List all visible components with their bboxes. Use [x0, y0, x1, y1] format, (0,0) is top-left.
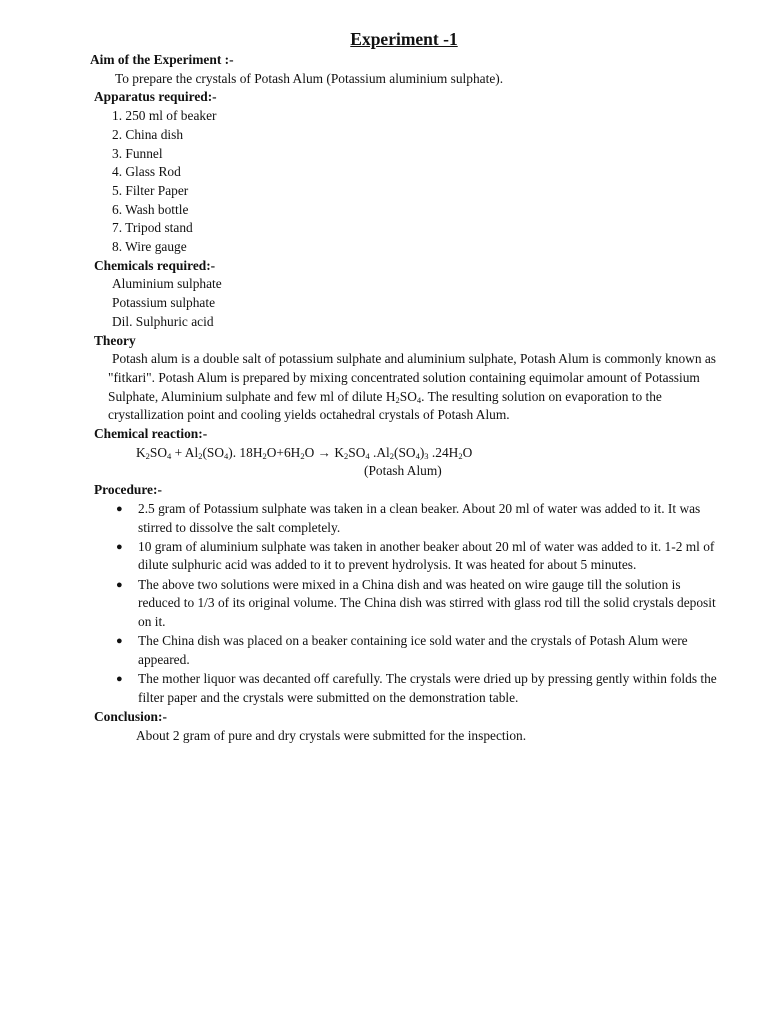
chemical-item: Potassium sulphate	[112, 295, 216, 311]
apparatus-item: 5. Filter Paper	[112, 182, 189, 198]
procedure-heading: Procedure:-	[94, 482, 162, 498]
theory-heading: Theory	[94, 332, 136, 348]
apparatus-item: 8. Wire gauge	[112, 239, 187, 255]
aim-heading: Aim of the Experiment :-	[90, 52, 234, 67]
conclusion-heading: Conclusion:-	[94, 709, 167, 725]
bullet-icon: ●	[116, 635, 123, 648]
procedure-step: ● 2.5 gram of Potassium sulphate was taken in a clean beaker. About 20 ml of water was added to it. It was stirred to dissolve the salt completely.	[116, 500, 701, 535]
chemical-item: Dil. Sulphuric acid	[112, 313, 214, 329]
apparatus-item: 7. Tripod stand	[112, 220, 193, 236]
apparatus-list	[0, 107, 768, 257]
bullet-icon: ●	[116, 540, 123, 553]
document-body	[0, 51, 768, 746]
apparatus-item: 3. Funnel	[112, 145, 163, 161]
reaction-product-note: (Potash Alum)	[364, 463, 442, 479]
chemicals-list	[0, 275, 768, 331]
apparatus-heading: Apparatus required:-	[94, 89, 217, 105]
reaction-equation: $K_2SO_4 + Al_2(SO_4)$. $18H_2O+6H_2O \to K_2SO_4$ $.Al_2(SO_4)_3$ $.24H_2O$	[136, 444, 473, 461]
procedure-list	[0, 500, 768, 708]
procedure-step: ● 10 gram of aluminium sulphate was taken in another beaker about 20 ml of water was added to it. 1-2 ml of dilute sulphuric acid was added to it to prevent hydrolysis. It was heated for about 5 minutes.	[116, 538, 715, 573]
chemicals-heading: Chemicals required:-	[94, 257, 216, 273]
procedure-step: ● The China dish was placed on a beaker containing ice sold water and the crystals of Potash Alum were appeared.	[116, 633, 688, 667]
chemical-item: Aluminium sulphate	[112, 276, 222, 292]
theory-paragraph: Potash alum is a double salt of potassium sulphate and aluminium sulphate, Potash Alum is commonly known as "fitkari". Potash Alum is prepared by mixing concentrated solution containing equimolar amount of Potassium Sulphate, Aluminium sulphate and few ml of dilute $H_2SO_4$. The resulting solution on evaporation to the crystallization point and cooling yields octahedral crystals of Potash Alum.	[108, 351, 717, 423]
procedure-step: ● The mother liquor was decanted off carefully. The crystals were dried up by pressing gently within folds the filter paper and the crystals were submitted on the demonstration table.	[116, 671, 717, 705]
bullet-icon: ●	[116, 578, 123, 591]
apparatus-item: 1. 250 ml of beaker	[112, 108, 217, 124]
reaction-heading: Chemical reaction:-	[94, 426, 208, 442]
conclusion-text: About 2 gram of pure and dry crystals were submitted for the inspection.	[136, 727, 527, 743]
apparatus-item: 4. Glass Rod	[112, 164, 181, 180]
apparatus-item: 2. China dish	[112, 126, 184, 142]
aim-text: To prepare the crystals of Potash Alum (Potassium aluminium sulphate).	[115, 70, 504, 86]
procedure-step: ● The above two solutions were mixed in a China dish and was heated on wire gauge till the solution is reduced to 1/3 of its original volume. The China dish was stirred with glass rod till the solid crystals deposit on it.	[116, 576, 716, 630]
bullet-icon: ●	[116, 502, 123, 515]
apparatus-item: 6. Wash bottle	[112, 201, 189, 217]
bullet-icon: ●	[116, 673, 123, 686]
page-title: Experiment -1	[350, 29, 458, 49]
